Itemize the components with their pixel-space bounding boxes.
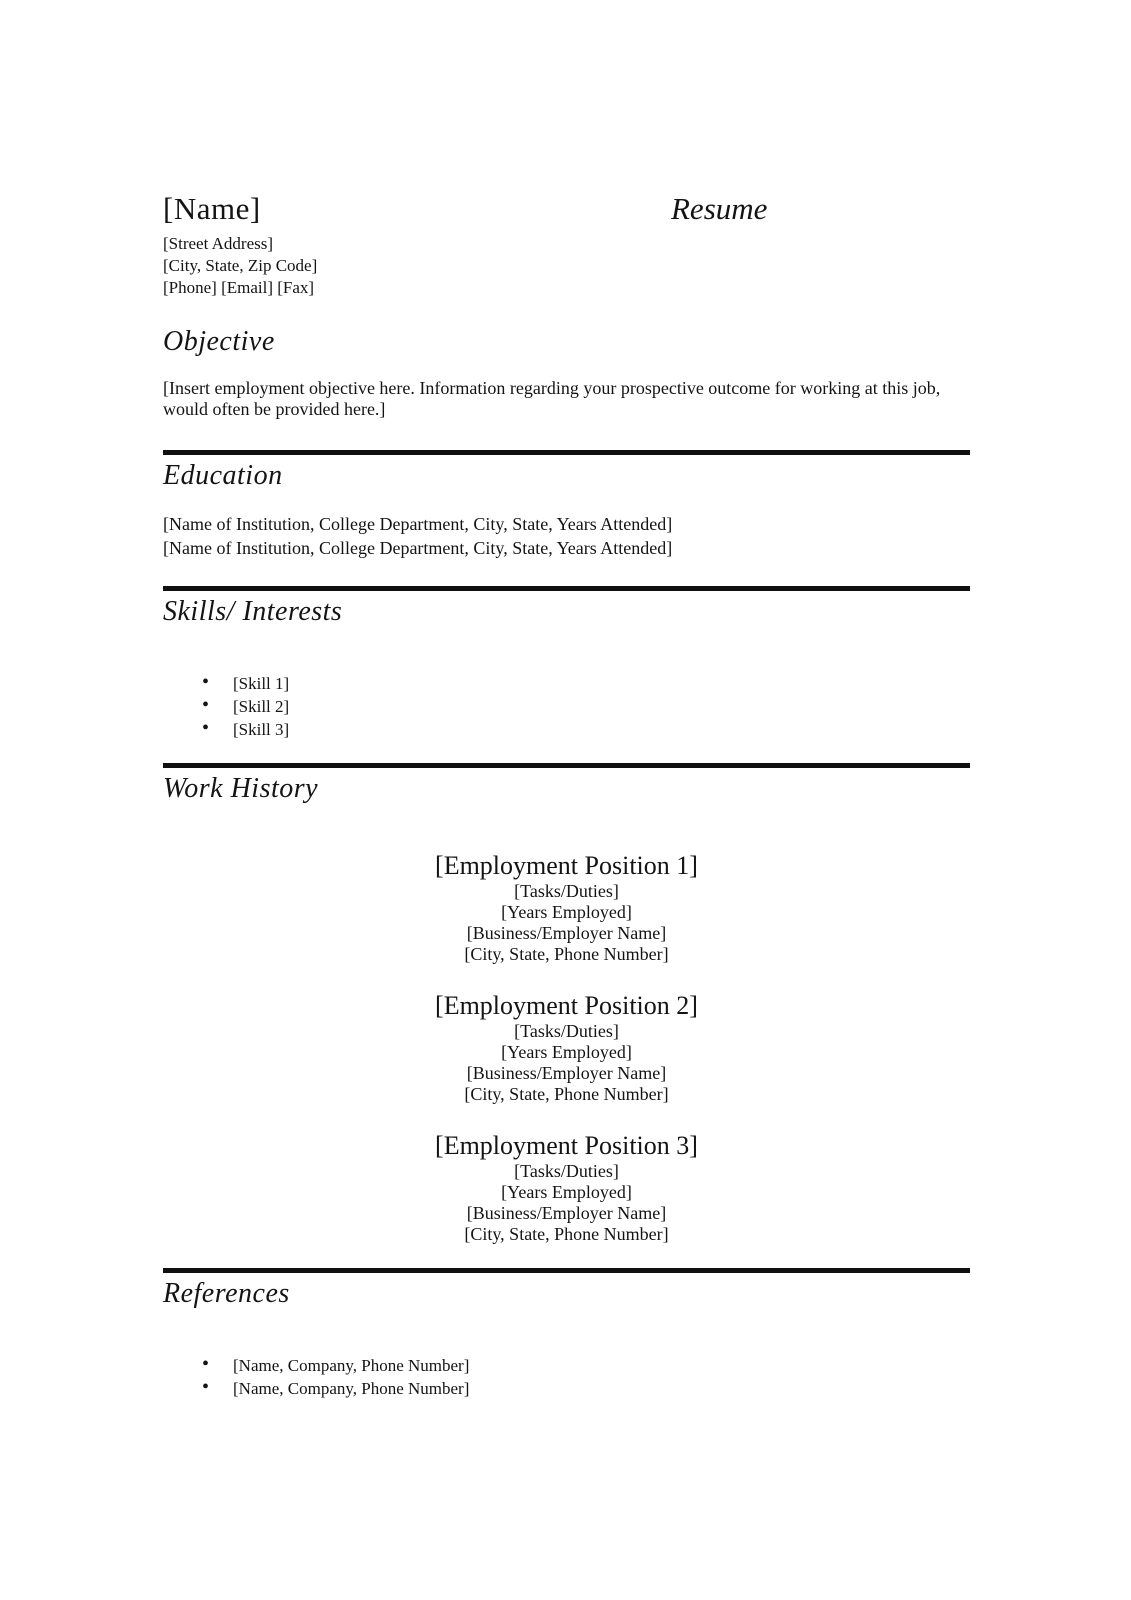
position-years: [Years Employed] <box>501 1042 632 1062</box>
phone-email-fax-line: [Phone] [Email] [Fax] <box>163 278 315 297</box>
section-divider <box>163 1268 970 1273</box>
section-divider <box>163 450 970 455</box>
work-position-block <box>163 991 970 1105</box>
address-block <box>163 233 970 299</box>
document-title: Resume <box>671 191 768 226</box>
objective-heading: Objective <box>163 326 275 357</box>
work-position-block <box>163 1131 970 1245</box>
references-list <box>163 1354 970 1400</box>
education-entries <box>163 512 970 560</box>
skill-item: • [Skill 3] <box>163 718 970 741</box>
name-placeholder: [Name] <box>163 191 261 226</box>
education-entry: [Name of Institution, College Department, City, State, Years Attended] <box>163 538 673 558</box>
position-years: [Years Employed] <box>501 902 632 922</box>
position-years: [Years Employed] <box>501 1182 632 1202</box>
skill-item: • [Skill 2] <box>163 695 970 718</box>
city-state-zip-line: [City, State, Zip Code] <box>163 256 318 275</box>
objective-text: [Insert employment objective here. Information regarding your prospective outcome for working at this job, would often be provided here.] <box>163 378 941 419</box>
references-heading: References <box>163 1278 290 1309</box>
position-title: [Employment Position 1] <box>435 851 698 880</box>
position-employer: [Business/Employer Name] <box>466 923 667 943</box>
education-entry: [Name of Institution, College Department, City, State, Years Attended] <box>163 514 673 534</box>
section-divider <box>163 586 970 591</box>
skills-heading: Skills/ Interests <box>163 596 343 627</box>
position-location: [City, State, Phone Number] <box>464 1084 669 1104</box>
position-location: [City, State, Phone Number] <box>464 944 669 964</box>
skills-list <box>163 672 970 741</box>
street-address-line: [Street Address] <box>163 234 274 253</box>
work-position-block <box>163 851 970 965</box>
section-divider <box>163 763 970 768</box>
position-tasks: [Tasks/Duties] <box>514 881 619 901</box>
position-title: [Employment Position 2] <box>435 991 698 1020</box>
document-header <box>163 192 970 299</box>
position-employer: [Business/Employer Name] <box>466 1203 667 1223</box>
position-title: [Employment Position 3] <box>435 1131 698 1160</box>
reference-item: • [Name, Company, Phone Number] <box>163 1354 970 1377</box>
work-history-heading: Work History <box>163 773 319 804</box>
skill-item: • [Skill 1] <box>163 672 970 695</box>
position-location: [City, State, Phone Number] <box>464 1224 669 1244</box>
position-tasks: [Tasks/Duties] <box>514 1021 619 1041</box>
position-tasks: [Tasks/Duties] <box>514 1161 619 1181</box>
position-employer: [Business/Employer Name] <box>466 1063 667 1083</box>
reference-item: • [Name, Company, Phone Number] <box>163 1377 970 1400</box>
education-heading: Education <box>163 460 283 491</box>
